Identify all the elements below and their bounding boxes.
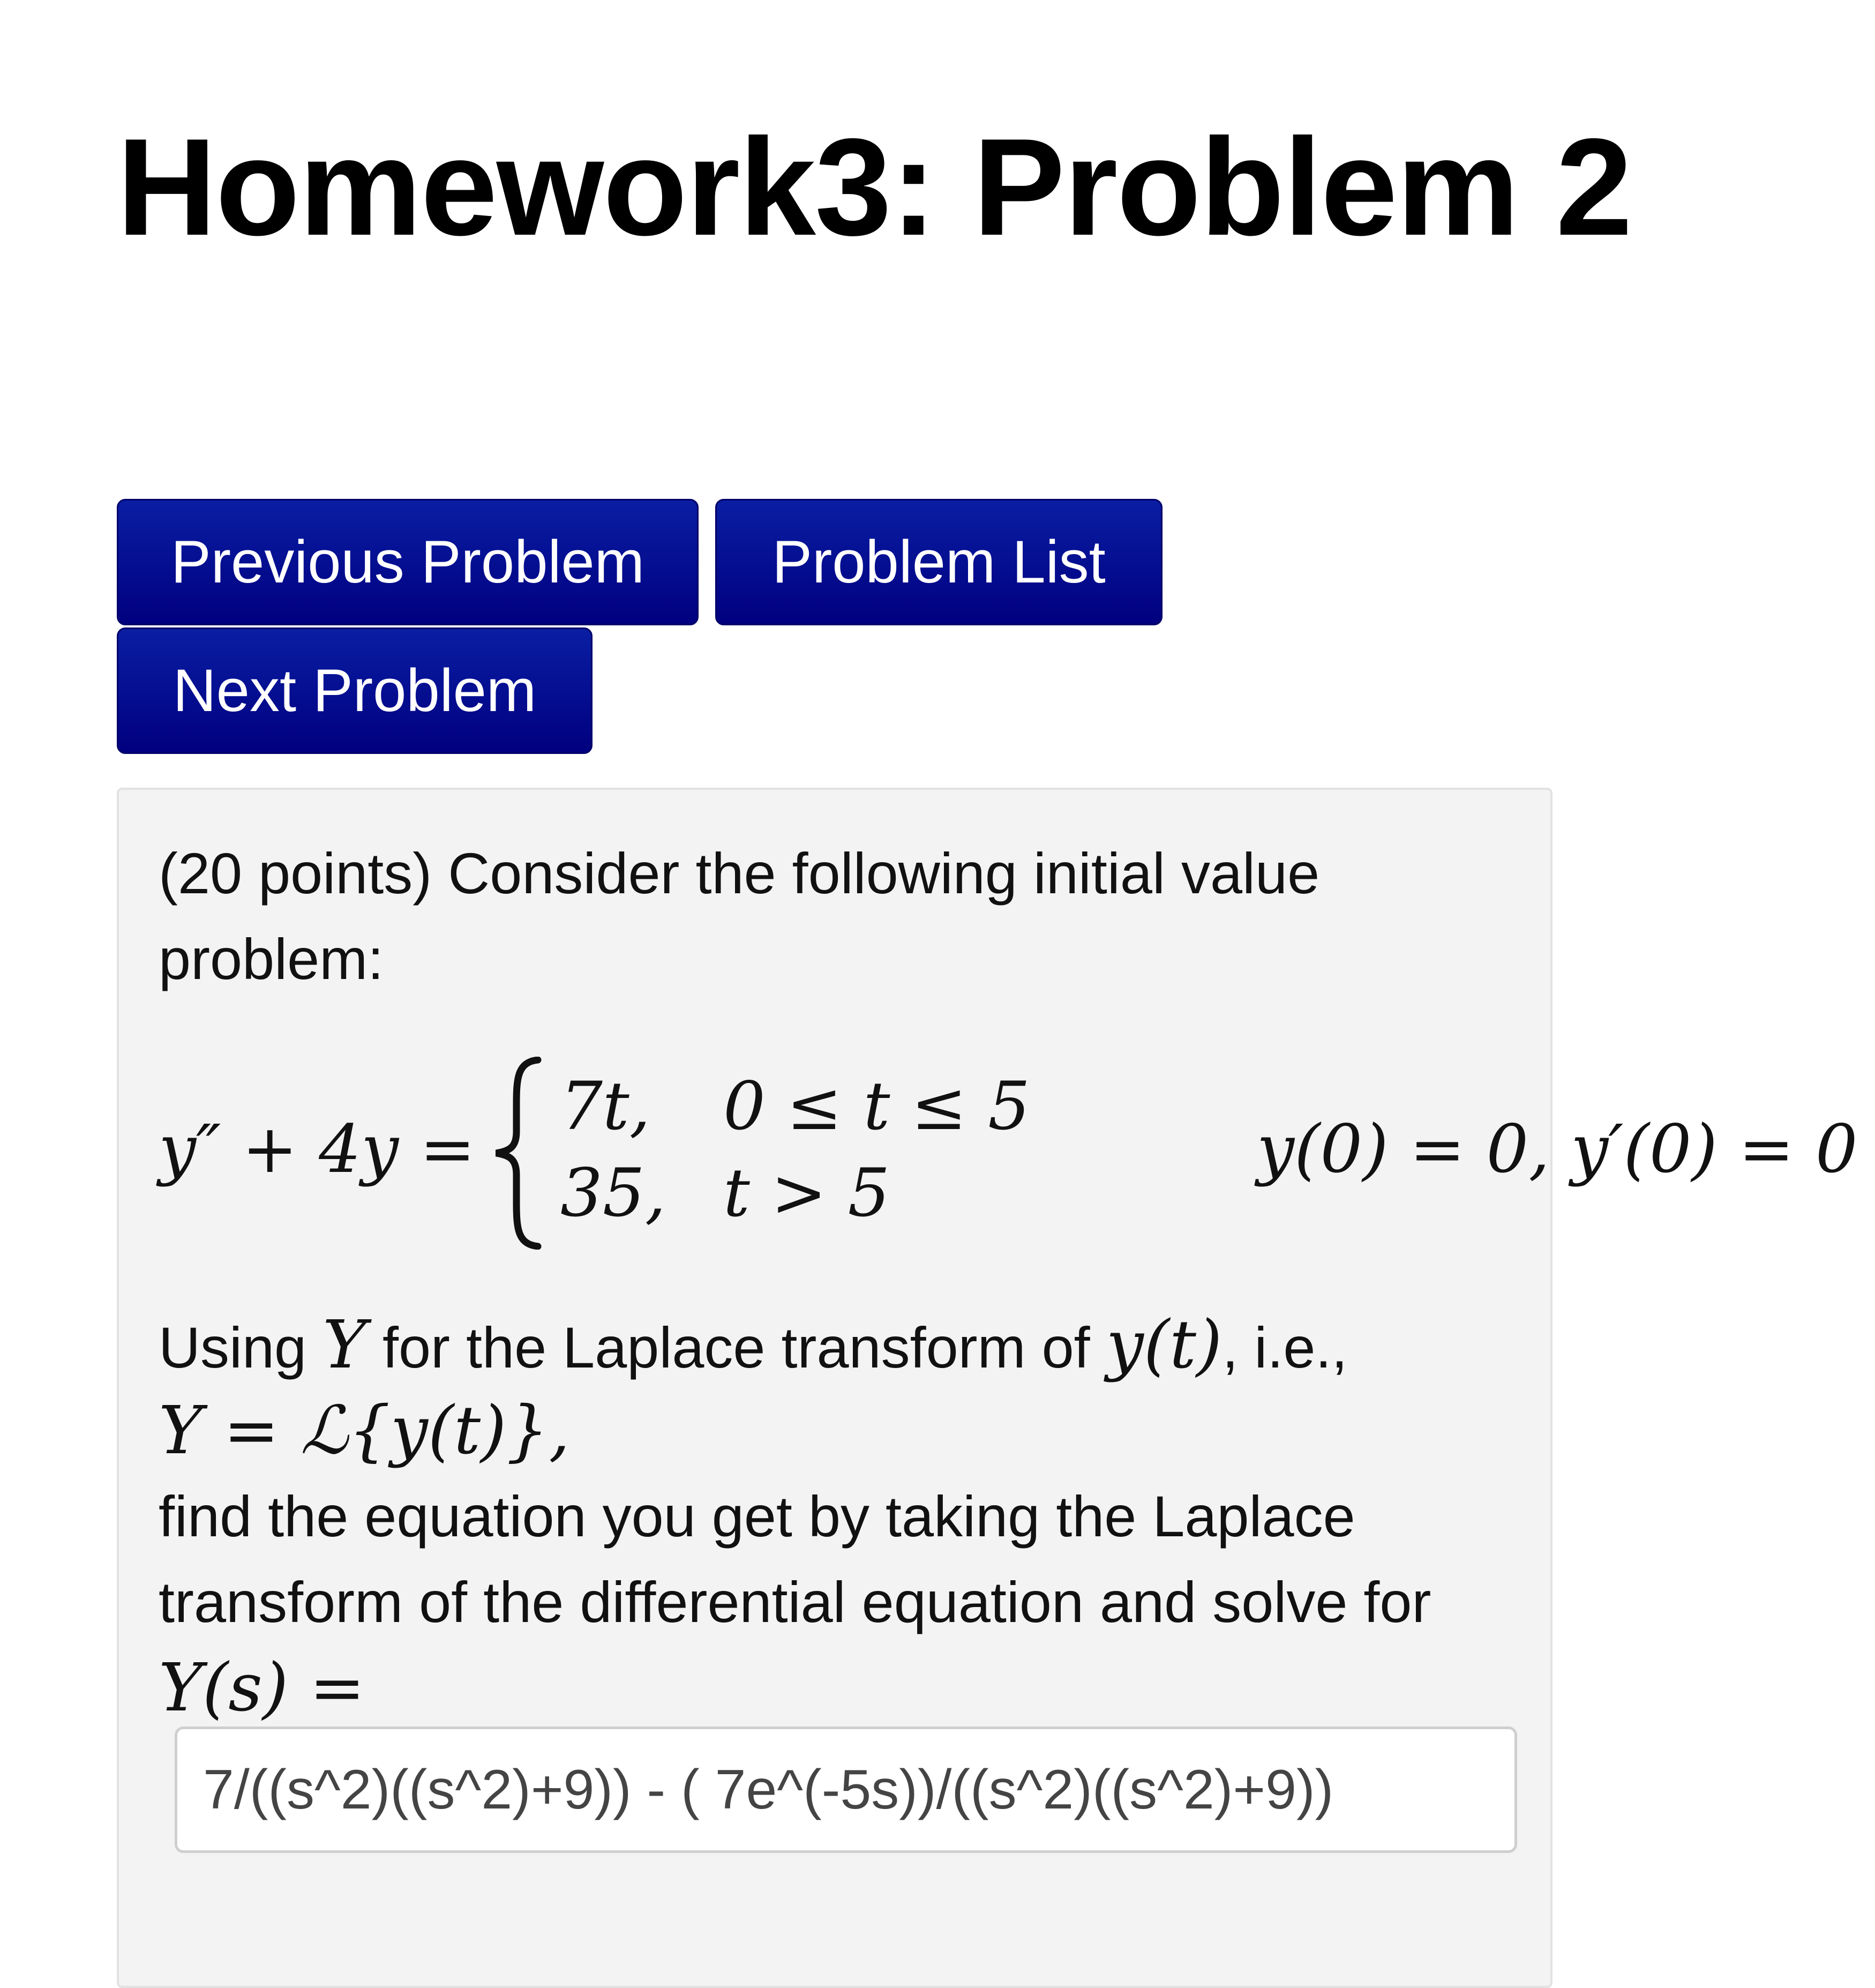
problem-list-button[interactable]: Problem List bbox=[715, 499, 1162, 625]
equation-lhs: y″ + 4y = bbox=[159, 1111, 476, 1188]
answer-input[interactable] bbox=[175, 1727, 1517, 1853]
case-2-condition: t > 5 bbox=[723, 1155, 890, 1232]
instruction-line-1: find the equation you get by taking the Laplace bbox=[159, 1484, 1355, 1549]
page-title: Homework3: Problem 2 bbox=[117, 109, 1632, 264]
previous-problem-button[interactable]: Previous Problem bbox=[117, 499, 699, 625]
problem-intro-line-1: (20 points) Consider the following initial value bbox=[159, 841, 1320, 906]
case-1-value: 7t, bbox=[560, 1068, 651, 1145]
instruction-line-2: transform of the differential equation and solve for bbox=[159, 1570, 1431, 1634]
initial-conditions: y(0) = 0, y′(0) = 0 bbox=[1257, 1111, 1858, 1188]
laplace-definition: Y = ℒ{y(t)}, bbox=[159, 1392, 570, 1469]
solve-for-label: Y(s) = bbox=[159, 1649, 365, 1727]
using-suffix: , i.e., bbox=[1222, 1315, 1348, 1380]
laplace-symbol-y: Y bbox=[322, 1306, 366, 1384]
case-2-value: 35, bbox=[560, 1155, 666, 1232]
function-y-of-t: y(t) bbox=[1106, 1306, 1222, 1384]
problem-intro-line-2: problem: bbox=[159, 926, 384, 991]
next-problem-button[interactable]: Next Problem bbox=[117, 627, 592, 754]
case-1-condition: 0 ≤ t ≤ 5 bbox=[723, 1068, 1031, 1145]
using-prefix: Using bbox=[159, 1315, 323, 1380]
laplace-description-line bbox=[159, 1302, 1347, 1391]
using-middle: for the Laplace transform of bbox=[366, 1315, 1106, 1380]
piecewise-brace bbox=[486, 1057, 551, 1250]
